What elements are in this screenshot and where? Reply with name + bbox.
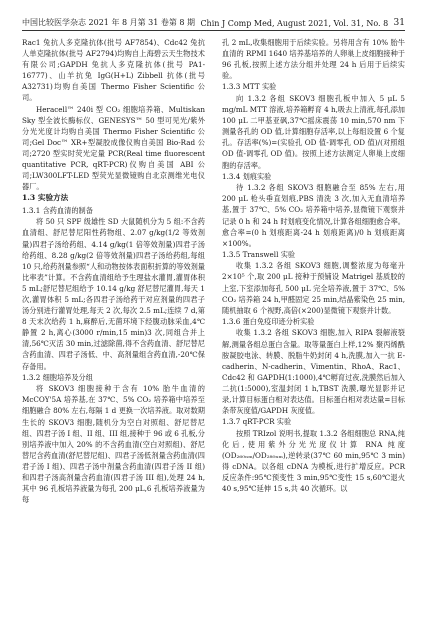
running-header — [22, 12, 405, 31]
paragraph-cell-culture: 将 SKOV3 细胞接种于含有 10% 胎牛血清的 McCOY'5A 培养基,在 37℃、5% CO₂ 培养箱中培养至细胞融合 80% 左右,每隔 1 d 更换一次培养液。取对数期生长的 SKOV3 细胞,随机分为空白对照组、舒尼替尼组、四君子汤 I 组、II 组、III 组,接种于 96 或 6 孔板,分别培养液中加入 20% 的不含药血清(空白对照组)、舒尼替尼含药血清(舒尼替尼组)、四君子汤低剂量含药血清(四君子汤 I 组)、四君子汤中剂量含药血清(四君子汤 II 组)和四君子汤高剂量含药血清(四君子汤 III 组),处理 24 h,其中 96 孔板培养液量为每孔 200 μL,6 孔板培养液量为每 — [22, 384, 205, 505]
subsection-heading-qrt-pcr: 1.3.7 qRT-PCR 实验 — [222, 417, 292, 427]
paragraph-western-blot: 收集 1.3.2 各组 SKOV3 细胞,加入 RIPA 裂解液裂解,测量各组总蛋白含量。取等量蛋白上样,12% 聚丙烯酰胺凝胶电泳、转膜、脱脂牛奶封闭 4 h,洗膜,加入一抗 E-cadherin、N-cadherin、Vimentin、RhoA、Rac1、Cdc42 和 GAPDH(1:1000),4℃孵育过夜,洗膜然后加入二抗(1:5000),室温封闭 1 h,TBST 洗膜,曝光显影并记录,计算目标蛋白相对表达值。目标蛋白相对表达量=目标条带灰度值/GAPDH 灰度值。 — [222, 328, 405, 416]
subsection-heading-serum: 1.3.1 含药血清的制备 — [22, 205, 93, 215]
paragraph-instruments: Heracell™ 240i 型 CO₂ 细胞培养箱、Multiskan Sky 型全波长酶标仪、GENESYS™ 50 型可见光/紫外分光光度计均购自美国 Thermo Fisher Scientific 公司;Gel Doc™ XR+型凝胶成像仪购自美国 Bio-Rad 公司;2720 型实时荧光定量 PCR(Real time fluorescent quantitative PCR, qRT-PCR)仪购自美国 ABI 公司;LW300LFT-LED 型荧光显微镜购自北京测维光电仪器厂。 — [22, 104, 205, 192]
subsection-heading-scratch: 1.3.4 划痕实验 — [222, 171, 272, 181]
journal-title-en: Chin J Comp Med, August 2021, Vol. 31, No. 8 — [200, 19, 389, 28]
paragraph-scratch: 待 1.3.2 各组 SKOV3 细胞融合至 85% 左右,用 200 μL 枪头垂直划痕,PBS 清洗 3 次,加入无血清培养基,置于 37℃、5% CO₂ 培养箱中培养,显微镜下观察并记录 0 h 和 24 h 时划痕变化情况,计算各组细胞愈合率。愈合率=(0 h 划痕距离-24 h 划痕距离)/0 h 划痕距离×100%。 — [222, 183, 405, 248]
paragraph-mtt: 向 1.3.2 各组 SKOV3 细胞孔板中加入 5 μL 5 mg/mL MTT 溶液,培养箱孵育 4 h,吸去上清液,每孔添加 100 μL 二甲基亚砜,37℃摇床震荡 10 min,570 nm 下测量各孔的 OD 值,计算细胞存活率,以上每组设置 6 个复孔。存活率(%)=(实验孔 OD 值-调零孔 OD 值)/(对照组 OD 值-调零孔 OD 值)。按照上述方法测定人卵巢上皮细胞的存活率。 — [222, 93, 405, 170]
section-heading-methods: 1.3 实验方法 — [22, 193, 69, 203]
left-column — [22, 37, 205, 505]
page-number: 31 — [393, 18, 405, 28]
subsection-heading-mtt: 1.3.3 MTT 实验 — [222, 82, 277, 92]
subsection-heading-transwell: 1.3.5 Transwell 实验 — [222, 249, 296, 259]
paragraph-transwell: 收集 1.3.2 各组 SKOV3 细胞,调整浓度为每毫升 2×10⁵ 个,取 200 μL 接种于预铺设 Matrigel 基质胶的上室,下室添加每孔 500 μL 完全培养液,置于 37℃、5% CO₂ 培养箱 24 h,甲醛固定 25 min,结晶紫染色 25 min,随机抽取 6 个视野,高倍(×200)显微镜下观察并计数。 — [222, 261, 405, 315]
right-column — [222, 37, 405, 494]
paragraph-culture-continued: 孔 2 mL,收集细胞用于后续实验。另将用含有 10% 胎牛血清的 RPMI 1640 培养基培养的人卵巢上皮细胞接种于 96 孔板,按照上述方法分组并处理 24 h 后用于后续实验。 — [222, 38, 405, 81]
journal-title-cn: 中国比较医学杂志 2021 年 8 月第 31 卷第 8 期 — [22, 18, 196, 27]
paragraph-serum-preparation: 将 50 只 SPF 级雄性 SD 大鼠随机分为 5 组:不含药血清组、舒尼替尼阳性药物组、2.07 g/kg(1/2 等效剂量)四君子汤给药组、4.14 g/kg(1 倍等效剂量)四君子汤给药组、8.28 g/kg(2 倍等效剂量)四君子汤给药组,每组 10 只,给药剂量参照“人和动物按体表面积折算的等效剂量比率表”计算。不含药血清组给予生理盐水灌胃,灌胃体积 5 mL;舒尼替尼组给予 10.14 g/kg 舒尼替尼灌胃,每天 1 次,灌胃体积 5 mL;各四君子汤给药干对应剂量的四君子汤分别进行灌胃处理,每天 2 次,每次 2.5 mL;连续 7 d,第 8 天末次给药 1 h,麻醉后,无菌环境下经腹动脉采血,4℃静置 2 h,离心(3000 r/min,15 min)3 次,同组合并上清,56℃灭活 30 min,过滤除菌,得不含药血清、舒尼替尼含药血清、四君子汤低、中、高剂量组含药血清,-20℃保存备用。 — [22, 217, 205, 371]
paragraph-antibodies: Rac1 兔抗人多克隆抗体(批号 AF7854)、Cdc42 兔抗人单克隆抗体(批号 AF2794)均购自上海碧云天生物技术有限公司;GAPDH 兔抗人多克隆抗体(批号 PA1-16777)、山羊抗兔 IgG(H+L) Zibbell 抗体(批号 A32731)均购自美国 Thermo Fisher Scientific 公司。 — [22, 38, 205, 103]
paragraph-qrt-pcr: 按照 TRIzol 说明书,提取 1.3.2 各组细胞总 RNA,纯化后,使用紫外分光光度仪计算 RNA 纯度(OD₂₆₀ₙₘ/OD₂₈₀ₙₘ),逆转录(37℃ 60 min,95℃ 3 min)得 cDNA。以各组 cDNA 为模板,进行扩增反应。PCR 反应条件:95℃预变性 3 min,95℃变性 15 s,60℃退火 40 s,95℃延伸 15 s,共 40 次循环。以 — [222, 428, 405, 494]
subsection-heading-culture: 1.3.2 细胞培养及分组 — [22, 372, 93, 382]
subsection-heading-western-blot: 1.3.6 蛋白免疫印迹分析实验 — [222, 316, 315, 326]
